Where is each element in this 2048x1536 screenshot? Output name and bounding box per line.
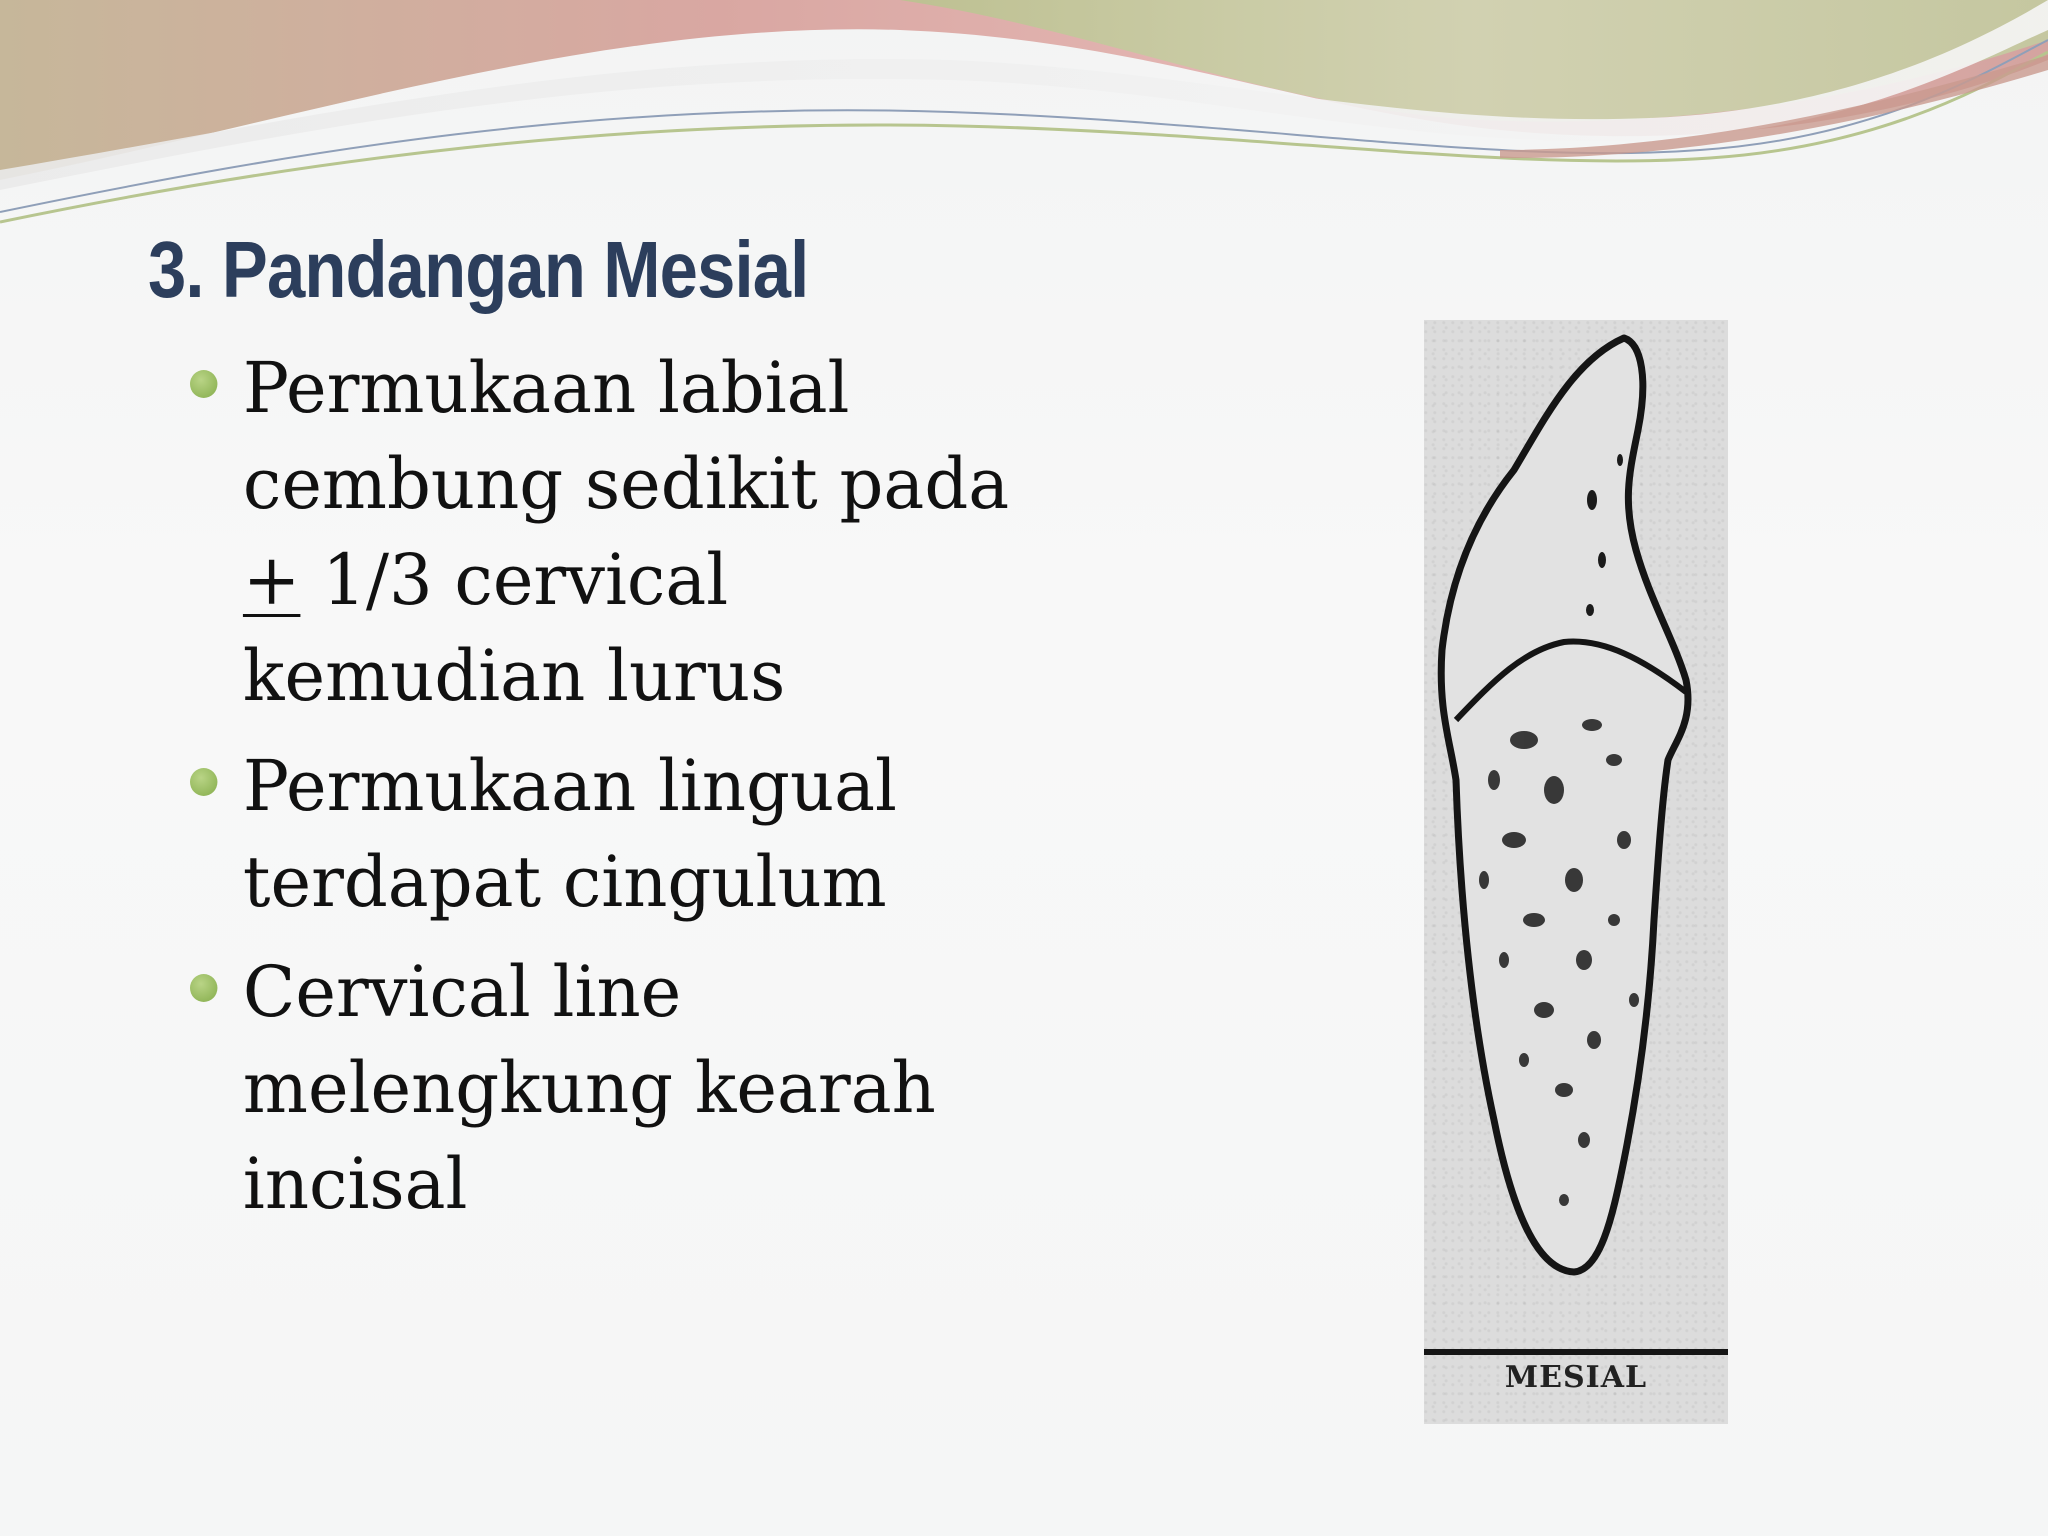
bullet-text: Cervical line melengkung kearah incisal xyxy=(242,951,936,1225)
bullet-item-labial xyxy=(190,340,1072,724)
plus-minus-symbol: + xyxy=(242,539,301,621)
bullet-text-continuation: 1/3 cervical kemudian lurus xyxy=(242,539,786,717)
bullet-text: Permukaan labial cembung sedikit pada xyxy=(242,347,1010,525)
bullet-text: Permukaan lingual terdapat cingulum xyxy=(242,745,897,923)
bullet-item-cervical xyxy=(190,944,1072,1232)
bullet-dot-icon xyxy=(190,370,217,398)
bullet-dot-icon xyxy=(190,974,217,1002)
bullet-dot-icon xyxy=(190,768,217,796)
figure-caption: MESIAL xyxy=(1504,1360,1648,1395)
slide-title: 3. Pandangan Mesial xyxy=(148,225,809,314)
bullet-item-lingual xyxy=(190,738,1072,930)
bullet-list xyxy=(190,340,1090,1246)
tooth-mesial-illustration xyxy=(1424,320,1728,1424)
header-wave-decoration xyxy=(0,0,2048,240)
tooth-drawing xyxy=(1424,320,1728,1424)
